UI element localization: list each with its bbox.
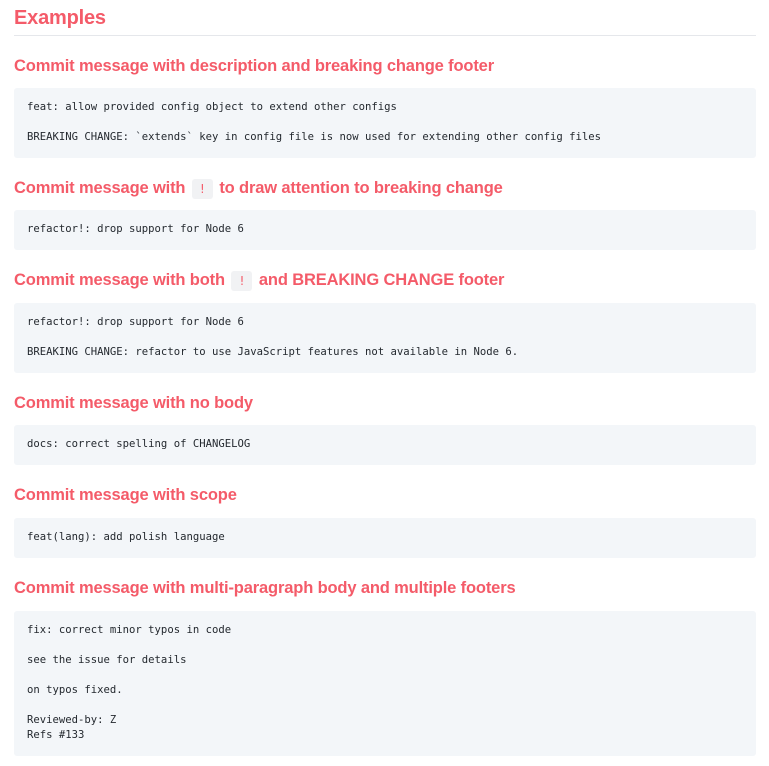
examples-section — [14, 0, 756, 741]
code-line: on typos fixed. — [27, 684, 123, 696]
code-block-no-body[interactable] — [14, 425, 756, 465]
code-line — [27, 668, 743, 683]
code-line — [27, 115, 743, 130]
example-heading-no-body: Commit message with no body — [14, 394, 253, 412]
code-block-bang-and-footer[interactable] — [14, 303, 756, 373]
code-block-multi-paragraph[interactable] — [14, 611, 756, 756]
code-line: see the issue for details — [27, 654, 187, 666]
code-line: Refs #133 — [27, 729, 85, 741]
code-line: feat(lang): add polish language — [27, 531, 225, 543]
example-heading-bang — [14, 178, 503, 199]
inline-code-bang: ! — [192, 179, 213, 199]
heading-text: and BREAKING CHANGE footer — [258, 271, 505, 289]
section-title: Examples — [14, 0, 756, 36]
code-line — [27, 698, 743, 713]
code-line: fix: correct minor typos in code — [27, 624, 232, 636]
code-block-bang[interactable] — [14, 210, 756, 250]
code-block-scope[interactable] — [14, 518, 756, 558]
code-line: docs: correct spelling of CHANGELOG — [27, 438, 251, 450]
heading-text: to draw attention to breaking change — [219, 179, 503, 197]
example-heading-bang-and-footer — [14, 270, 504, 291]
heading-text: Commit message with both — [14, 271, 225, 289]
inline-code-bang: ! — [231, 271, 252, 291]
code-block-breaking-footer[interactable] — [14, 88, 756, 158]
code-line: BREAKING CHANGE: refactor to use JavaScript features not available in Node 6. — [27, 346, 519, 358]
heading-text: Commit message with — [14, 179, 186, 197]
code-line: refactor!: drop support for Node 6 — [27, 316, 244, 328]
example-heading-breaking-footer: Commit message with description and breaking change footer — [14, 57, 494, 75]
code-line — [27, 330, 743, 345]
code-line — [27, 638, 743, 653]
code-line: feat: allow provided config object to extend other configs — [27, 101, 397, 113]
example-heading-multi-paragraph: Commit message with multi-paragraph body and multiple footers — [14, 579, 516, 597]
code-line: BREAKING CHANGE: `extends` key in config file is now used for extending other config files — [27, 131, 602, 143]
code-line: refactor!: drop support for Node 6 — [27, 223, 244, 235]
example-heading-scope: Commit message with scope — [14, 486, 237, 504]
code-line: Reviewed-by: Z — [27, 714, 117, 726]
